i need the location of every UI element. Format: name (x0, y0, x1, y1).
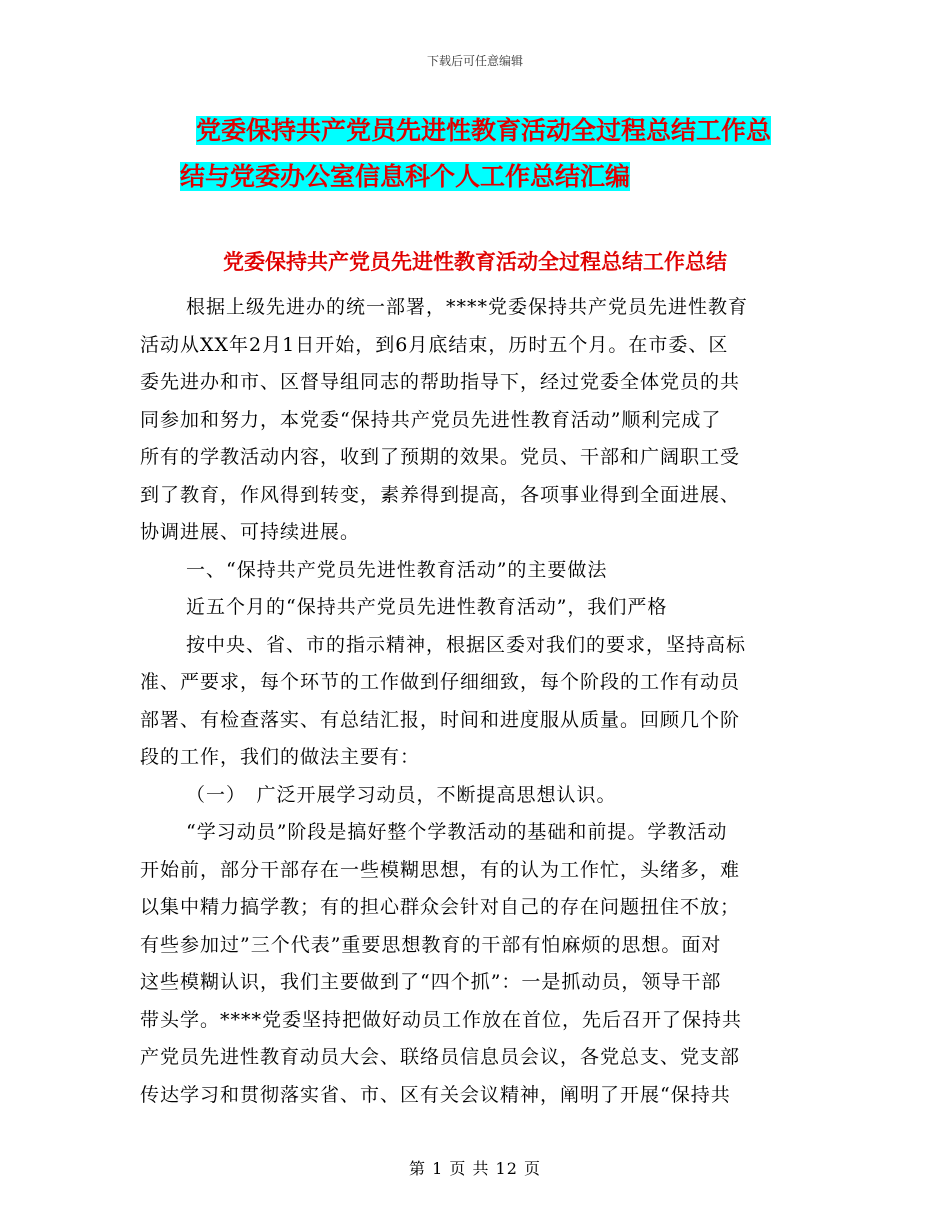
document-title-line-1 (140, 108, 820, 154)
document-title-line-2 (140, 154, 820, 200)
body-line: 以集中精力搞学教；有的担心群众会针对自己的存在问题扭住不放； (140, 896, 741, 918)
body-line: 根据上级先进办的统一部署，****党委保持共产党员先进性教育 (186, 296, 749, 318)
body-line: 传达学习和贯彻落实省、市、区有关会议精神，阐明了开展“保持共 (140, 1083, 731, 1106)
body-line: 这些模糊认识，我们主要做到了“四个抓”：一是抓动员，领导干部 (140, 971, 722, 993)
body-line: 活动从XX年2月1日开始，到6月底结束，历时五个月。在市委、区 (140, 333, 729, 356)
header-note: 下载后可任意编辑 (426, 54, 523, 68)
title-highlight-2: 结与党委办公室信息科个人工作总结汇编 (180, 162, 631, 191)
body-line: 所有的学教活动内容，收到了预期的效果。党员、干部和广阔职工受 (140, 446, 741, 468)
subsection-heading: （一） 广泛开展学习动员，不断提高思想认识。 (186, 783, 617, 806)
title-highlight-1: 党委保持共产党员先进性教育活动全过程总结工作总 (196, 116, 772, 145)
body-line: 段的工作，我们的做法主要有： (140, 746, 421, 768)
body-line: 带头学。****党委坚持把做好动员工作放在首位，先后召开了保持共 (140, 1008, 743, 1031)
body-line: 开始前，部分干部存在一些模糊思想，有的认为工作忙，头绪多，难 (140, 858, 741, 881)
body-line: 近五个月的“保持共产党员先进性教育活动”，我们严格 (186, 596, 668, 618)
body-line: 同参加和努力，本党委“保持共产党员先进性教育活动”顺利完成了 (140, 408, 722, 431)
body-line: “学习动员”阶段是搞好整个学教活动的基础和前提。学教活动 (186, 821, 728, 843)
body-line: 准、严要求，每个环节的工作做到仔细细致，每个阶段的工作有动员 (140, 671, 741, 693)
body-line: 委先进办和市、区督导组同志的帮助指导下，经过党委全体党员的共 (140, 371, 741, 393)
section-title: 党委保持共产党员先进性教育活动全过程总结工作总结 (223, 250, 727, 274)
page-number-footer: 第 1 页 共 12 页 (409, 1159, 541, 1178)
document-title (140, 108, 820, 200)
body-line: 有些参加过”三个代表”重要思想教育的干部有怕麻烦的思想。面对 (140, 933, 722, 956)
body-line: 协调进展、可持续进展。 (140, 521, 361, 543)
body-line: 产党员先进性教育动员大会、联络员信息员会议，各党总支、党支部 (140, 1046, 741, 1068)
body-text (140, 289, 812, 1114)
body-line: 到了教育，作风得到转变，素养得到提高，各项事业得到全面进展、 (140, 483, 741, 506)
section-heading: 一、“保持共产党员先进性教育活动”的主要做法 (186, 558, 608, 581)
body-line: 部署、有检查落实、有总结汇报，时间和进度服从质量。回顾几个阶 (140, 708, 741, 731)
body-line: 按中央、省、市的指示精神，根据区委对我们的要求，坚持高标 (186, 633, 747, 656)
